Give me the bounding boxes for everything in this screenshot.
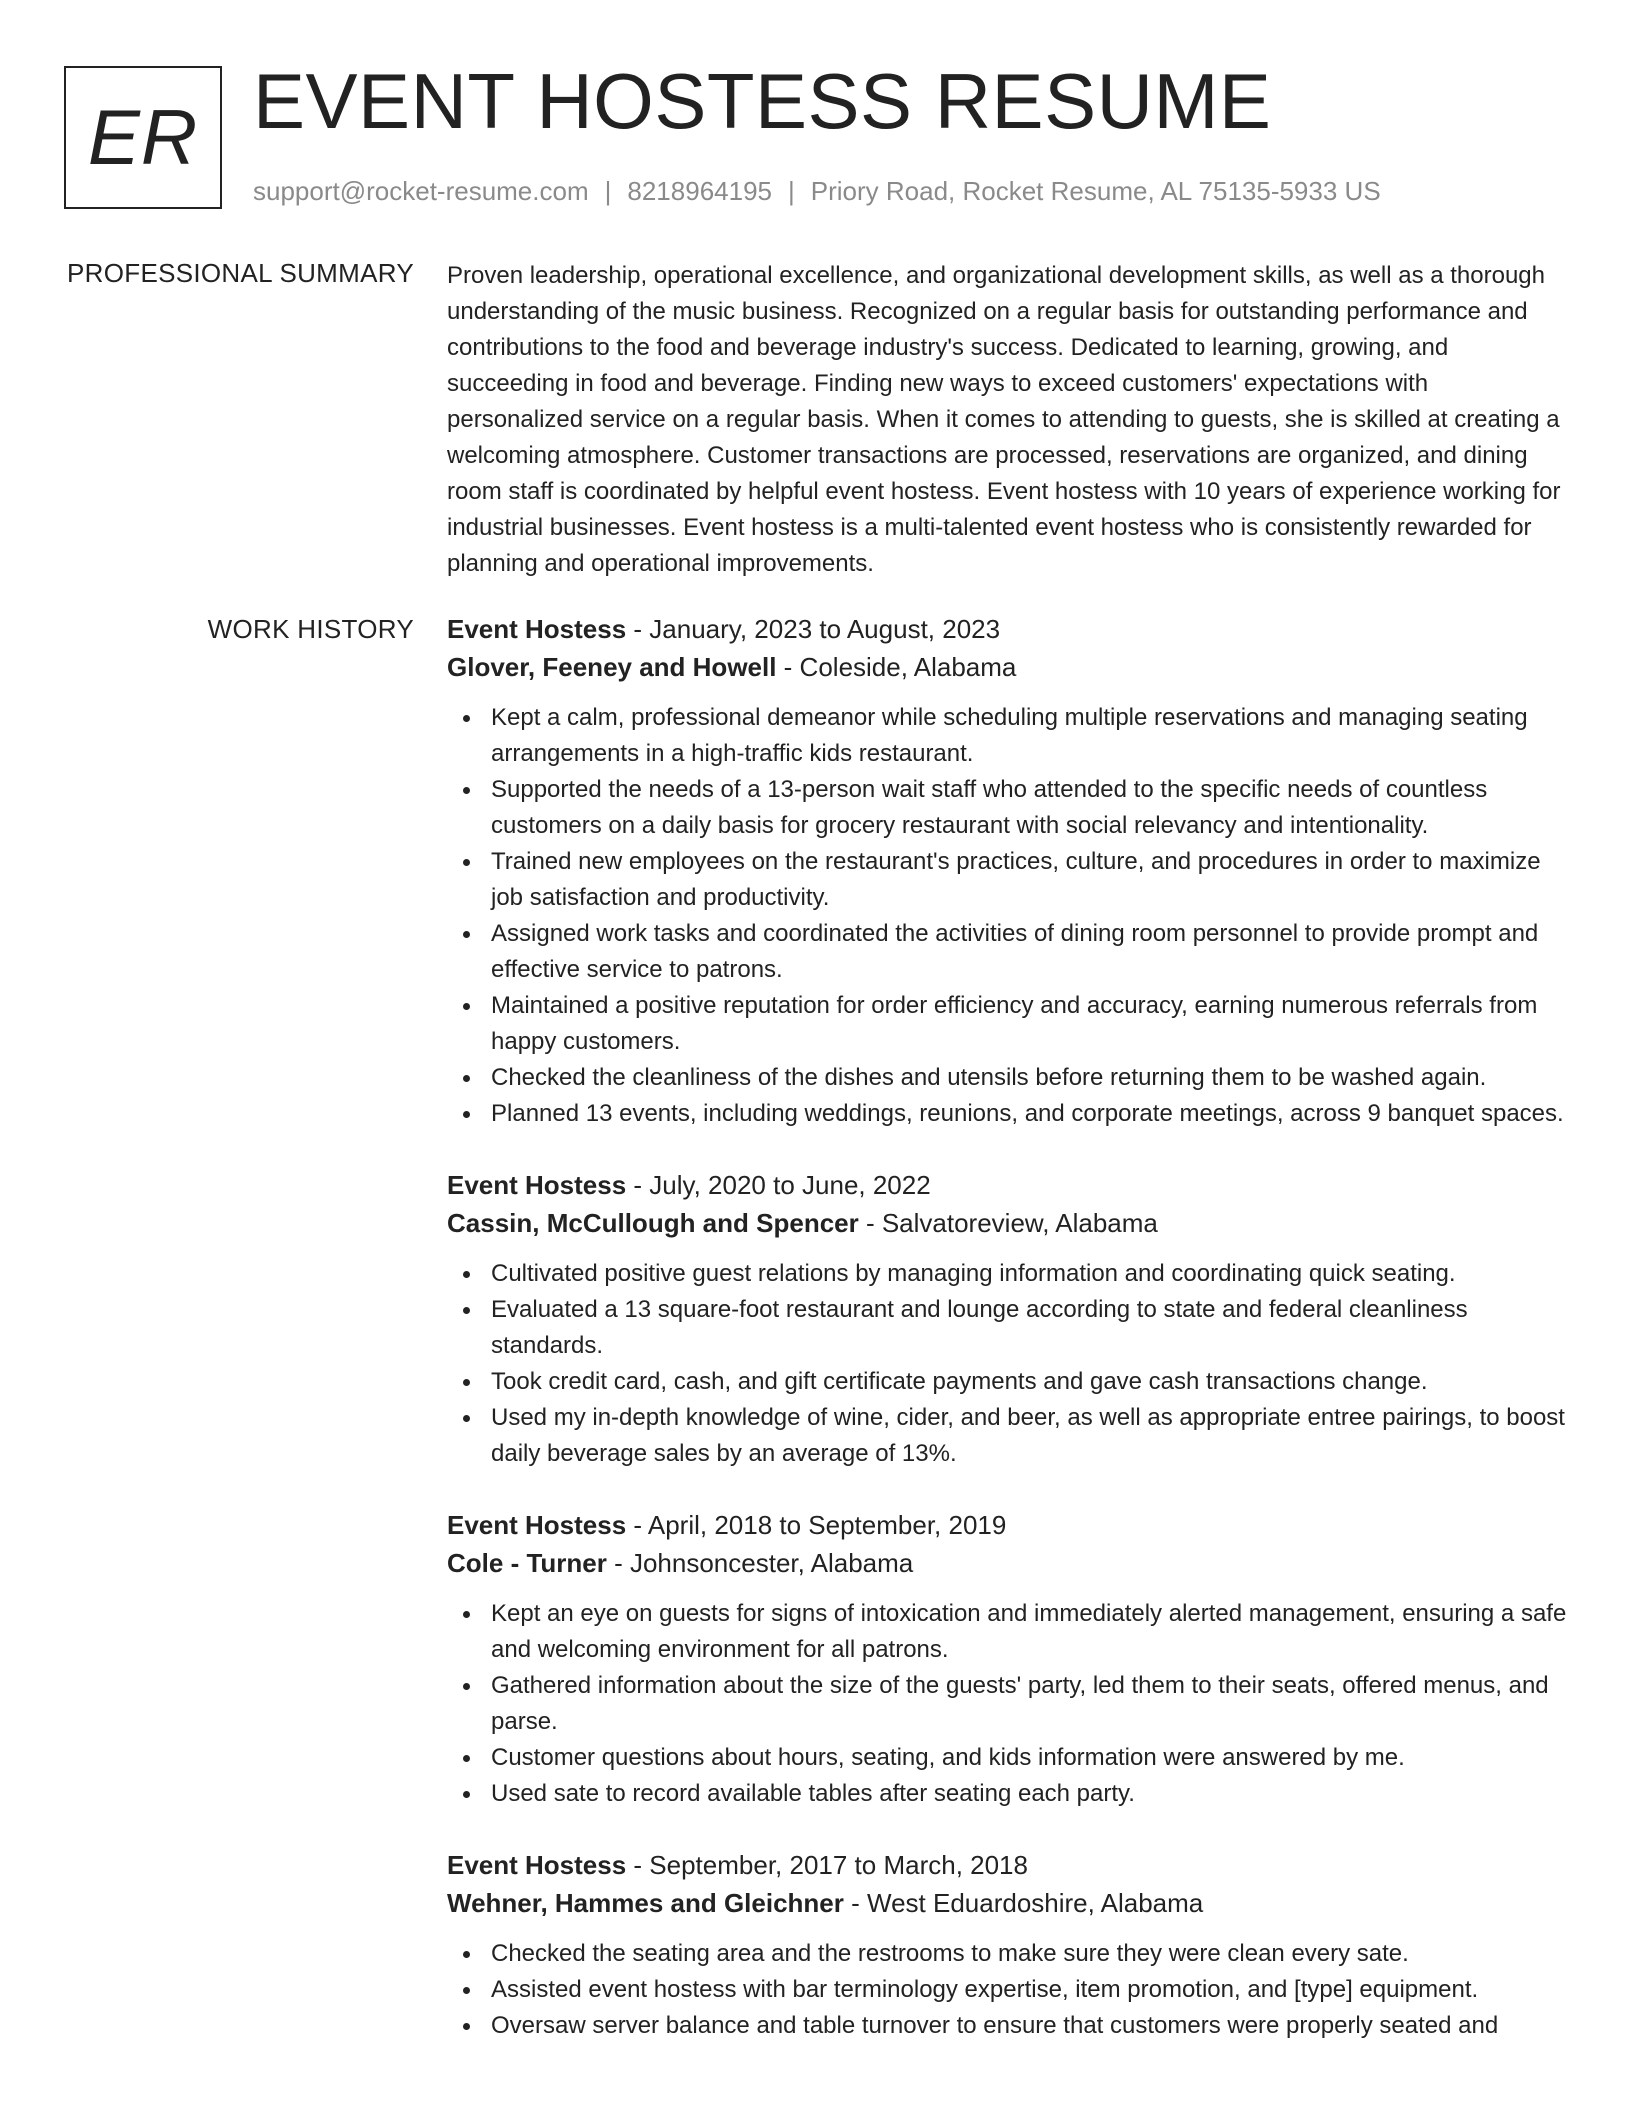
job-bullets — [447, 1936, 1567, 2044]
job-bullet: Kept an eye on guests for signs of intoxication and immediately alerted management, ensuring a safe and welcoming environment for all patrons. — [447, 1596, 1567, 1668]
job-location: - Salvatoreview, Alabama — [858, 1208, 1158, 1238]
job-title: Event Hostess — [447, 1850, 627, 1880]
job-location: - Coleside, Alabama — [776, 652, 1017, 682]
job-location: - West Eduardoshire, Alabama — [843, 1888, 1204, 1918]
job-entry — [447, 610, 1567, 1132]
job-dates: - September, 2017 to March, 2018 — [626, 1850, 1028, 1880]
job-entry — [447, 1506, 1567, 1812]
summary-text: Proven leadership, operational excellence, and organizational development skills, as well as a thorough understanding of the music business. Recognized on a regular basis for outstanding performance and contributions to the food and beverage industry's success. Dedicated to learning, growing, and succeeding in food and beverage. Finding new ways to exceed customers' expectations with personalized service on a regular basis. When it comes to attending to guests, she is skilled at creating a welcoming atmosphere. Customer transactions are processed, reservations are organized, and dining room staff is coordinated by helpful event hostess. Event hostess with 10 years of experience working for industrial businesses. Event hostess is a multi-talented event hostess who is consistently rewarded for planning and operational improvements. — [447, 262, 1561, 577]
section-label-work-history: WORK HISTORY — [207, 614, 414, 644]
job-title: Event Hostess — [447, 614, 627, 644]
job-title-line — [447, 1166, 1567, 1204]
job-company: Wehner, Hammes and Gleichner — [447, 1888, 844, 1918]
contact-separator: | — [788, 176, 795, 206]
monogram-initials: ER — [87, 93, 199, 181]
summary-section — [447, 258, 1567, 582]
job-bullet: Evaluated a 13 square-foot restaurant and lounge according to state and federal cleanliness standards. — [447, 1292, 1567, 1364]
contact-separator: | — [604, 176, 612, 206]
job-bullet: Kept a calm, professional demeanor while scheduling multiple reservations and managing seating arrangements in a high-traffic kids restaurant. — [447, 700, 1567, 772]
job-bullet: Assigned work tasks and coordinated the activities of dining room personnel to provide prompt and effective service to patrons. — [447, 916, 1567, 988]
job-title: Event Hostess — [447, 1170, 627, 1200]
job-title-line — [447, 610, 1567, 648]
job-dates: - April, 2018 to September, 2019 — [626, 1510, 1007, 1540]
job-bullets — [447, 1256, 1567, 1472]
job-bullet: Used my in-depth knowledge of wine, cider, and beer, as well as appropriate entree pairings, to boost daily beverage sales by an average of 13%. — [447, 1400, 1567, 1472]
job-location: - Johnsoncester, Alabama — [606, 1548, 914, 1578]
job-bullets — [447, 1596, 1567, 1812]
job-bullet: Planned 13 events, including weddings, reunions, and corporate meetings, across 9 banquet spaces. — [447, 1096, 1567, 1132]
contact-address: Priory Road, Rocket Resume, AL 75135-5933 US — [810, 176, 1381, 206]
job-dates: - January, 2023 to August, 2023 — [626, 614, 1001, 644]
job-company-line — [447, 1204, 1567, 1242]
job-company: Cole - Turner — [447, 1548, 607, 1578]
job-company-line — [447, 648, 1567, 686]
job-bullet: Cultivated positive guest relations by managing information and coordinating quick seating. — [447, 1256, 1567, 1292]
job-company-line — [447, 1884, 1567, 1922]
work-history-section — [447, 610, 1567, 2078]
job-bullet: Customer questions about hours, seating, and kids information were answered by me. — [447, 1740, 1567, 1776]
job-bullet: Oversaw server balance and table turnover to ensure that customers were properly seated and — [447, 2008, 1567, 2044]
job-bullet: Trained new employees on the restaurant's practices, culture, and procedures in order to maximize job satisfaction and productivity. — [447, 844, 1567, 916]
job-entry — [447, 1846, 1567, 2044]
job-bullet: Maintained a positive reputation for order efficiency and accuracy, earning numerous referrals from happy customers. — [447, 988, 1567, 1060]
job-dates: - July, 2020 to June, 2022 — [626, 1170, 931, 1200]
job-title-line — [447, 1846, 1567, 1884]
job-company: Glover, Feeney and Howell — [447, 652, 777, 682]
resume-title: EVENT HOSTESS RESUME — [253, 57, 1272, 145]
job-bullet: Assisted event hostess with bar terminology expertise, item promotion, and [type] equipment. — [447, 1972, 1567, 2008]
monogram-box — [64, 66, 222, 209]
job-company: Cassin, McCullough and Spencer — [447, 1208, 859, 1238]
job-title-line — [447, 1506, 1567, 1544]
job-bullet: Gathered information about the size of the guests' party, led them to their seats, offered menus, and parse. — [447, 1668, 1567, 1740]
job-entry — [447, 1166, 1567, 1472]
job-bullet: Checked the seating area and the restrooms to make sure they were clean every sate. — [447, 1936, 1567, 1972]
section-label-summary: PROFESSIONAL SUMMARY — [67, 258, 414, 288]
contact-line — [253, 176, 1381, 207]
job-title: Event Hostess — [447, 1510, 627, 1540]
contact-email[interactable]: support@rocket-resume.com — [253, 176, 589, 206]
job-bullet: Took credit card, cash, and gift certificate payments and gave cash transactions change. — [447, 1364, 1567, 1400]
job-bullet: Checked the cleanliness of the dishes and utensils before returning them to be washed again. — [447, 1060, 1567, 1096]
job-bullet: Supported the needs of a 13-person wait staff who attended to the specific needs of countless customers on a daily basis for grocery restaurant with social relevancy and intentionality. — [447, 772, 1567, 844]
job-company-line — [447, 1544, 1567, 1582]
job-bullet: Used sate to record available tables after seating each party. — [447, 1776, 1567, 1812]
contact-phone[interactable]: 8218964195 — [627, 176, 772, 206]
job-bullets — [447, 700, 1567, 1132]
